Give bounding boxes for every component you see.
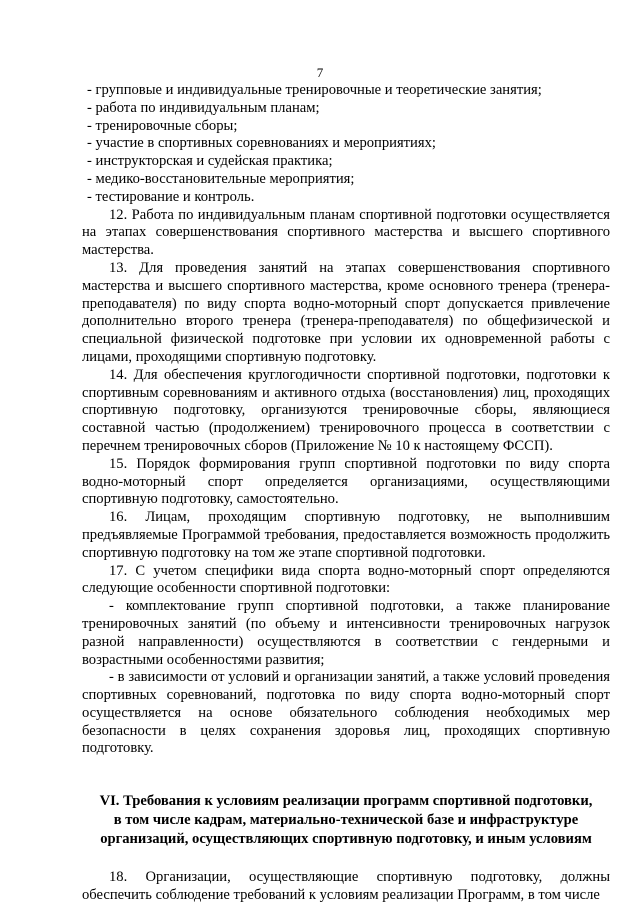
section-heading-line-2: в том числе кадрам, материально-технической базе и инфраструктуре	[113, 812, 579, 829]
paragraph-13: 13. Для проведения занятий на этапах совершенствования спортивного мастерства и высшего спортивного мастерства, кроме основного тренера (тренера-преподавателя) по виду спорта водно-моторный спорт допускается привлечение дополнительно второго тренера (тренера-преподавателя) по общефизической и специальной физической подготовке при условии их одновременной работы с лицами, проходящими спортивную подготовку.	[82, 259, 610, 365]
paragraph-12: 12. Работа по индивидуальным планам спортивной подготовки осуществляется на этапах совершенствования спортивного мастерства и высшего спортивного мастерства.	[82, 206, 610, 259]
paragraph-14: 14. Для обеспечения круглогодичности спортивной подготовки, подготовки к спортивным соревнованиям и активного отдыха (восстановления) лиц, проходящих спортивную подготовку, организуются тренировочные сборы, являющиеся составной частью (продолжением) тренировочного процесса в соответствии с перечнем тренировочных сборов (Приложение № 10 к настоящему ФССП).	[82, 366, 610, 454]
section-heading-line-1: VI. Требования к условиям реализации программ спортивной подготовки,	[99, 793, 593, 810]
paragraph-16: 16. Лицам, проходящим спортивную подготовку, не выполнившим предъявляемые Программой требования, предоставляется возможность продолжить спортивную подготовку на том же этапе спортивной подготовки.	[82, 509, 610, 561]
paragraph-15: 15. Порядок формирования групп спортивной подготовки по виду спорта водно-моторный спорт определяется организациями, осуществляющими спортивную подготовку, самостоятельно.	[82, 455, 610, 508]
training-forms-list	[82, 82, 610, 207]
paragraph-17-item-b: - в зависимости от условий и организации занятий, а также условий проведения спортивных соревнований, подготовка по виду спорта водно-моторный спорт осуществляется на основе обязательного соблюдения необходимых мер безопасности в целях сохранения здоровья лиц, проходящих спортивную подготовку.	[82, 669, 610, 757]
document-body	[82, 82, 610, 905]
paragraph-17-item-a: - комплектование групп спортивной подготовки, а также планирование тренировочных занятий (по объему и интенсивности тренировочных нагрузок разной направленности) осуществляются в соответствии с гендерными и возрастными особенностями развития;	[82, 598, 610, 668]
list-item: - работа по индивидуальным планам;	[87, 99, 320, 116]
list-item: - медико-восстановительные мероприятия;	[87, 170, 355, 187]
list-item: - инструкторская и судейская практика;	[87, 153, 333, 170]
paragraph-17: 17. С учетом специфики вида спорта водно-моторный спорт определяются следующие особенности спортивной подготовки:	[82, 562, 610, 597]
paragraph-18: 18. Организации, осуществляющие спортивную подготовку, должны обеспечить соблюдение требований к условиям реализации Программ, в том числе	[82, 869, 610, 904]
section-heading-line-3: организаций, осуществляющих спортивную подготовку, и иным условиям	[100, 831, 592, 848]
list-item: - тренировочные сборы;	[87, 117, 238, 134]
list-item: - групповые и индивидуальные тренировочные и теоретические занятия;	[87, 82, 542, 98]
section-spacer	[82, 758, 610, 792]
section-heading	[82, 792, 610, 849]
list-item: - участие в спортивных соревнованиях и мероприятиях;	[87, 135, 436, 152]
heading-gap	[82, 849, 610, 869]
page-number: 7	[316, 65, 324, 80]
list-item: - тестирование и контроль.	[87, 188, 255, 205]
